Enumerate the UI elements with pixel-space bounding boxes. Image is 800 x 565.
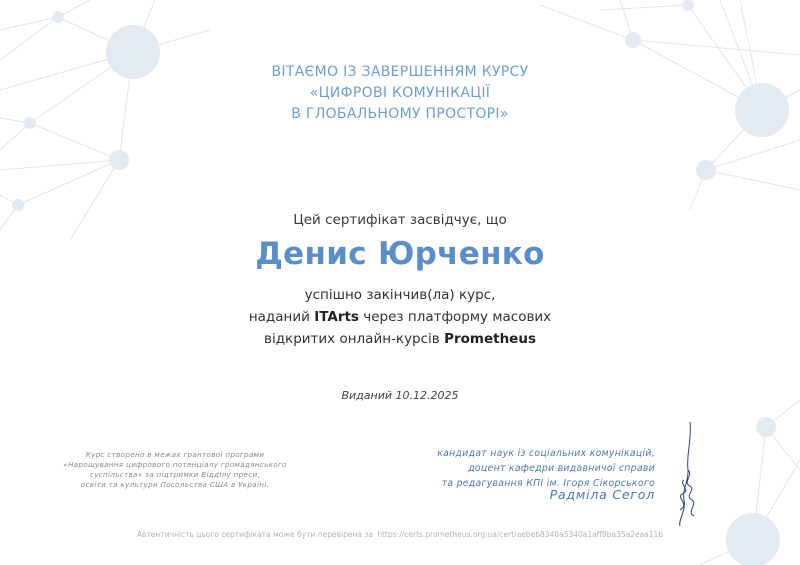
- completion-text: [0, 284, 800, 350]
- grant-note-line1: Курс створено в межах грантової програми: [85, 450, 265, 459]
- completion-line1: успішно закінчив(ла) курс,: [304, 287, 496, 303]
- course-title-line3: В ГЛОБАЛЬНОМУ ПРОСТОРІ»: [291, 106, 509, 122]
- issue-date: Виданий 10.12.2025: [341, 389, 459, 402]
- signer-title-line3: та редагування КПІ ім. Ігоря Сікорського: [441, 478, 655, 489]
- verification-text: Автентичність цього сертифіката може бути перевірена за: [136, 530, 373, 539]
- verification-line: [0, 530, 800, 539]
- signer-name: Радміла Сегол: [549, 487, 655, 502]
- platform-name: Prometheus: [444, 331, 536, 347]
- line3-prefix: відкритих онлайн-курсів: [264, 331, 445, 347]
- signer-title: [355, 446, 655, 491]
- grant-note-line2: «Нарощування цифрового потенціалу громадянського: [63, 460, 287, 469]
- verification-link[interactable]: https://certs.prometheus.org.ua/cert/aebeb8340a5340a1aff8ba35a2eaa11b: [377, 530, 664, 539]
- completion-line2: [0, 306, 800, 328]
- line2-prefix: наданий: [248, 309, 315, 325]
- grant-note-line4: освіти та культури Посольства США в Україні.: [80, 480, 270, 489]
- grant-note: [40, 450, 310, 490]
- course-title: [0, 62, 800, 125]
- grant-note-line3: суспільства» за підтримки Відділу преси,: [89, 470, 261, 479]
- course-title-line1: ВІТАЄМО ІЗ ЗАВЕРШЕННЯМ КУРСУ: [271, 64, 529, 80]
- course-title-line2: «ЦИФРОВІ КОМУНІКАЦІЇ: [309, 85, 491, 101]
- certifies-text: Цей сертифікат засвідчує, що: [293, 212, 507, 228]
- line2-suffix: через платформу масових: [358, 309, 552, 325]
- signer-title-line2: доцент кафедри видавничої справи: [468, 463, 655, 474]
- signer-title-line1: кандидат наук із соціальних комунікацій,: [437, 448, 655, 459]
- handwritten-signature: [668, 420, 708, 530]
- recipient-name: Денис Юрченко: [255, 236, 545, 272]
- provider-name: ITArts: [314, 309, 359, 325]
- completion-line3: [0, 328, 800, 350]
